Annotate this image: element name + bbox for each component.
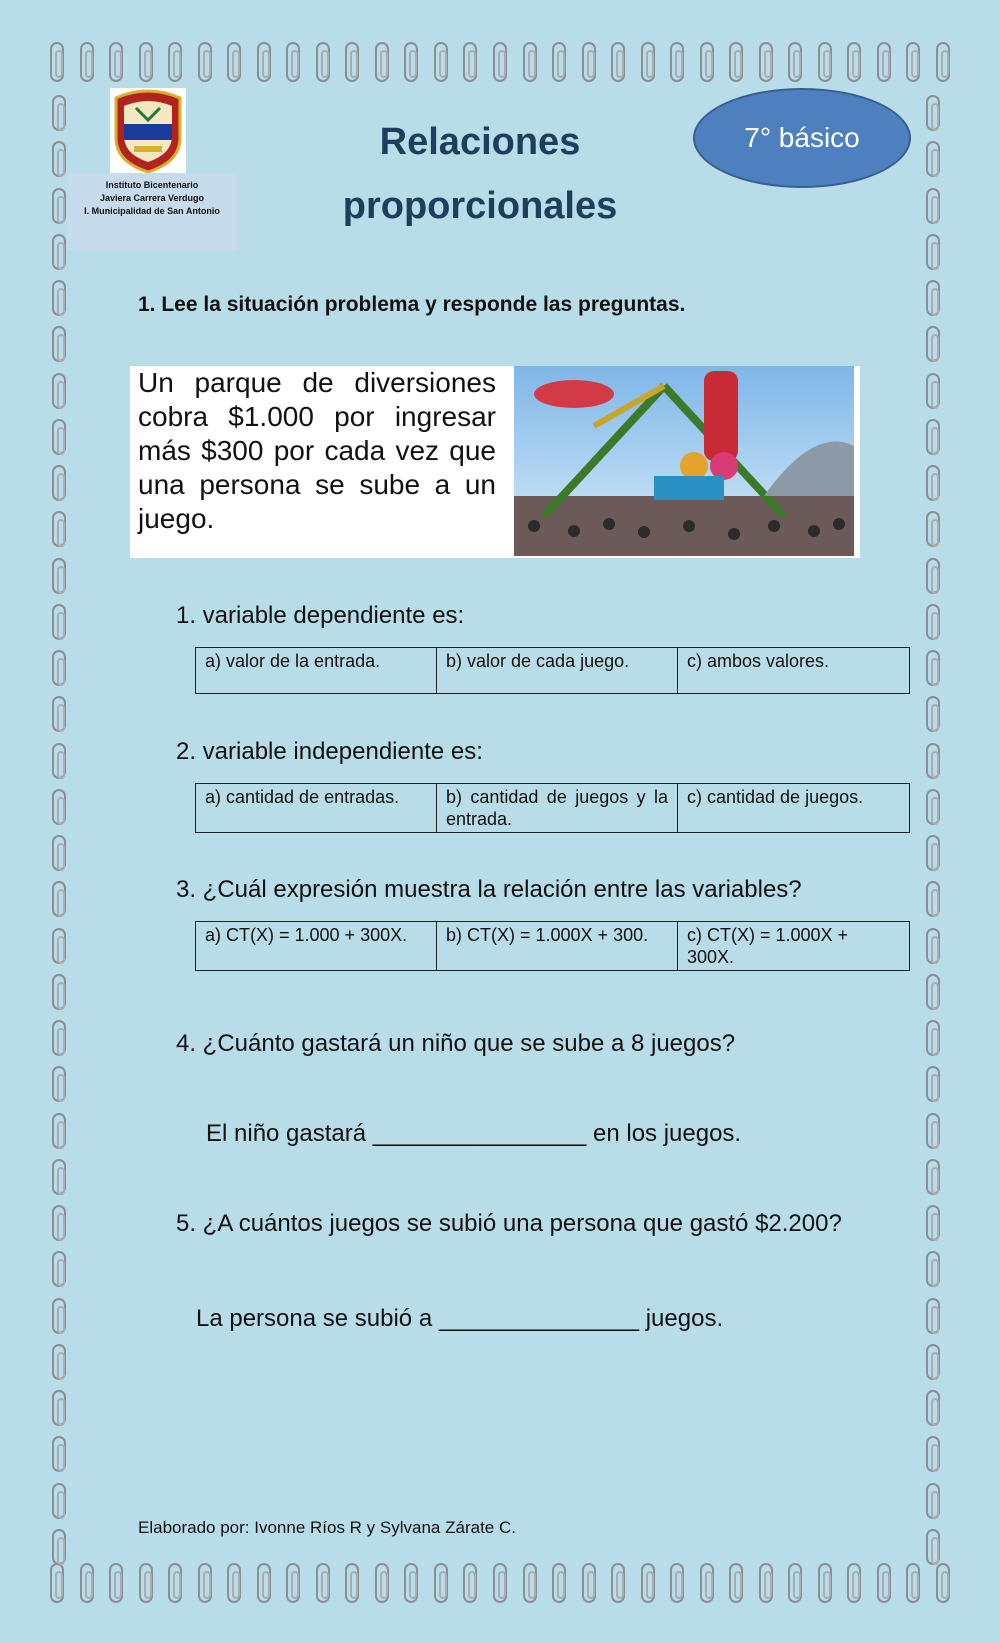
paperclip-icon <box>463 42 477 82</box>
paperclip-icon <box>926 141 940 177</box>
question-5: 5. ¿A cuántos juegos se subió una persona que gastó $2.200? <box>176 1210 842 1237</box>
paperclip-icon <box>788 1563 802 1603</box>
paperclip-icon <box>168 1563 182 1603</box>
paperclip-icon <box>257 1563 271 1603</box>
paperclip-icon <box>788 42 802 82</box>
paperclip-icon <box>926 1344 940 1380</box>
amusement-park-photo <box>514 366 854 556</box>
paperclip-border-right <box>926 95 952 1565</box>
paperclip-icon <box>926 95 940 131</box>
paperclip-icon <box>80 42 94 82</box>
paperclip-icon <box>552 42 566 82</box>
paperclip-icon <box>227 1563 241 1603</box>
paperclip-icon <box>582 1563 596 1603</box>
paperclip-border-top <box>50 42 950 92</box>
paperclip-icon <box>109 1563 123 1603</box>
paperclip-icon <box>434 42 448 82</box>
paperclip-icon <box>700 42 714 82</box>
paperclip-icon <box>52 141 66 177</box>
paperclip-icon <box>168 42 182 82</box>
paperclip-icon <box>52 1066 66 1102</box>
paperclip-icon <box>611 42 625 82</box>
question-3-options <box>195 921 910 971</box>
page-title <box>300 110 660 238</box>
paperclip-icon <box>52 835 66 871</box>
problem-text: Un parque de diversiones cobra $1.000 por ingresar más $300 por cada vez que una persona se sube a un juego. <box>138 367 496 534</box>
school-name-box <box>67 173 237 250</box>
paperclip-icon <box>847 1563 861 1603</box>
paperclip-icon <box>926 1436 940 1472</box>
paperclip-icon <box>52 188 66 224</box>
paperclip-icon <box>926 373 940 409</box>
paperclip-icon <box>926 1251 940 1287</box>
paperclip-icon <box>227 42 241 82</box>
paperclip-icon <box>52 1298 66 1334</box>
q2-option-c[interactable]: c) cantidad de juegos. <box>678 784 910 833</box>
paperclip-icon <box>552 1563 566 1603</box>
paperclip-icon <box>926 1159 940 1195</box>
paperclip-icon <box>926 558 940 594</box>
paperclip-icon <box>926 188 940 224</box>
school-crest-logo <box>110 88 186 174</box>
paperclip-icon <box>52 1205 66 1241</box>
paperclip-icon <box>52 465 66 501</box>
paperclip-icon <box>877 1563 891 1603</box>
paperclip-icon <box>926 650 940 686</box>
paperclip-icon <box>52 1483 66 1519</box>
paperclip-icon <box>198 1563 212 1603</box>
paperclip-icon <box>404 42 418 82</box>
paperclip-icon <box>926 743 940 779</box>
paperclip-icon <box>926 280 940 316</box>
paperclip-icon <box>926 881 940 917</box>
question-1: 1. variable dependiente es: <box>176 602 465 629</box>
paperclip-icon <box>52 789 66 825</box>
question-4: 4. ¿Cuánto gastará un niño que se sube a 8 juegos? <box>176 1030 736 1057</box>
q1-option-c[interactable]: c) ambos valores. <box>678 648 910 694</box>
paperclip-icon <box>936 42 950 82</box>
paperclip-icon <box>523 42 537 82</box>
paperclip-border-left <box>52 95 78 1565</box>
paperclip-icon <box>52 696 66 732</box>
q3-option-a[interactable]: a) CT(X) = 1.000 + 300X. <box>196 922 437 971</box>
paperclip-icon <box>345 1563 359 1603</box>
paperclip-icon <box>52 419 66 455</box>
paperclip-icon <box>375 42 389 82</box>
q2-option-b[interactable]: b) cantidad de juegos y la entrada. <box>437 784 678 833</box>
q1-option-b[interactable]: b) valor de cada juego. <box>437 648 678 694</box>
paperclip-icon <box>670 42 684 82</box>
paperclip-icon <box>926 1390 940 1426</box>
school-name-line3: I. Municipalidad de San Antonio <box>84 206 220 216</box>
paperclip-icon <box>139 1563 153 1603</box>
paperclip-icon <box>926 1298 940 1334</box>
paperclip-icon <box>611 1563 625 1603</box>
paperclip-icon <box>52 1159 66 1195</box>
paperclip-icon <box>52 280 66 316</box>
paperclip-icon <box>641 1563 655 1603</box>
answer-5-line[interactable]: La persona se subió a _______________ juegos. <box>196 1305 724 1332</box>
paperclip-icon <box>52 743 66 779</box>
paperclip-icon <box>316 1563 330 1603</box>
q3-option-c[interactable]: c) CT(X) = 1.000X + 300X. <box>678 922 910 971</box>
answer-4-line[interactable]: El niño gastará ________________ en los juegos. <box>206 1120 742 1147</box>
paperclip-icon <box>345 42 359 82</box>
paperclip-icon <box>759 42 773 82</box>
paperclip-icon <box>906 1563 920 1603</box>
paperclip-icon <box>906 42 920 82</box>
paperclip-icon <box>523 1563 537 1603</box>
paperclip-icon <box>50 1563 64 1603</box>
paperclip-icon <box>926 511 940 547</box>
paperclip-icon <box>52 1251 66 1287</box>
paperclip-icon <box>316 42 330 82</box>
paperclip-icon <box>729 1563 743 1603</box>
title-line1: Relaciones <box>379 121 581 163</box>
paperclip-icon <box>926 928 940 964</box>
paperclip-icon <box>493 42 507 82</box>
paperclip-icon <box>375 1563 389 1603</box>
paperclip-icon <box>759 1563 773 1603</box>
paperclip-icon <box>52 974 66 1010</box>
paperclip-icon <box>52 511 66 547</box>
paperclip-icon <box>926 465 940 501</box>
paperclip-icon <box>641 42 655 82</box>
paperclip-icon <box>404 1563 418 1603</box>
q3-option-b[interactable]: b) CT(X) = 1.000X + 300. <box>437 922 678 971</box>
paperclip-icon <box>80 1563 94 1603</box>
paperclip-icon <box>109 42 123 82</box>
paperclip-icon <box>847 42 861 82</box>
paperclip-icon <box>926 234 940 270</box>
paperclip-icon <box>700 1563 714 1603</box>
paperclip-icon <box>926 604 940 640</box>
paperclip-icon <box>139 42 153 82</box>
question-2: 2. variable independiente es: <box>176 738 483 765</box>
paperclip-border-bottom <box>50 1563 950 1613</box>
paperclip-icon <box>818 1563 832 1603</box>
paperclip-icon <box>936 1563 950 1603</box>
paperclip-icon <box>52 95 66 131</box>
paperclip-icon <box>52 1113 66 1149</box>
paperclip-icon <box>434 1563 448 1603</box>
paperclip-icon <box>52 650 66 686</box>
paperclip-icon <box>463 1563 477 1603</box>
paperclip-icon <box>926 1483 940 1519</box>
school-name-line1: Instituto Bicentenario <box>105 180 199 190</box>
instruction-text: 1. Lee la situación problema y responde las preguntas. <box>138 293 686 316</box>
paperclip-icon <box>926 696 940 732</box>
paperclip-icon <box>729 42 743 82</box>
paperclip-icon <box>926 835 940 871</box>
paperclip-icon <box>926 1529 940 1565</box>
paperclip-icon <box>52 234 66 270</box>
paperclip-icon <box>926 789 940 825</box>
paperclip-icon <box>926 974 940 1010</box>
paperclip-icon <box>52 326 66 362</box>
paperclip-icon <box>926 1066 940 1102</box>
paperclip-icon <box>52 928 66 964</box>
paperclip-icon <box>52 373 66 409</box>
paperclip-icon <box>926 1020 940 1056</box>
paperclip-icon <box>670 1563 684 1603</box>
paperclip-icon <box>926 419 940 455</box>
paperclip-icon <box>926 1113 940 1149</box>
paperclip-icon <box>286 1563 300 1603</box>
paperclip-icon <box>52 1436 66 1472</box>
question-3: 3. ¿Cuál expresión muestra la relación entre las variables? <box>176 876 802 903</box>
title-line2: proporcionales <box>342 185 618 227</box>
paperclip-icon <box>818 42 832 82</box>
problem-box <box>130 366 860 558</box>
q2-option-a[interactable]: a) cantidad de entradas. <box>196 784 437 833</box>
paperclip-icon <box>926 326 940 362</box>
paperclip-icon <box>52 1344 66 1380</box>
paperclip-icon <box>50 42 64 82</box>
paperclip-icon <box>582 42 596 82</box>
paperclip-icon <box>877 42 891 82</box>
q1-option-a[interactable]: a) valor de la entrada. <box>196 648 437 694</box>
paperclip-icon <box>198 42 212 82</box>
paperclip-icon <box>493 1563 507 1603</box>
paperclip-icon <box>926 1205 940 1241</box>
grade-badge: 7° básico <box>693 88 911 188</box>
paperclip-icon <box>52 1529 66 1565</box>
paperclip-icon <box>257 42 271 82</box>
footer-credits: Elaborado por: Ivonne Ríos R y Sylvana Zárate C. <box>138 1518 516 1537</box>
paperclip-icon <box>52 1390 66 1426</box>
paperclip-icon <box>52 881 66 917</box>
question-2-options <box>195 783 910 833</box>
school-name-line2: Javiera Carrera Verdugo <box>99 193 205 203</box>
paperclip-icon <box>52 1020 66 1056</box>
paperclip-icon <box>52 604 66 640</box>
paperclip-icon <box>286 42 300 82</box>
paperclip-icon <box>52 558 66 594</box>
question-1-options <box>195 647 910 694</box>
